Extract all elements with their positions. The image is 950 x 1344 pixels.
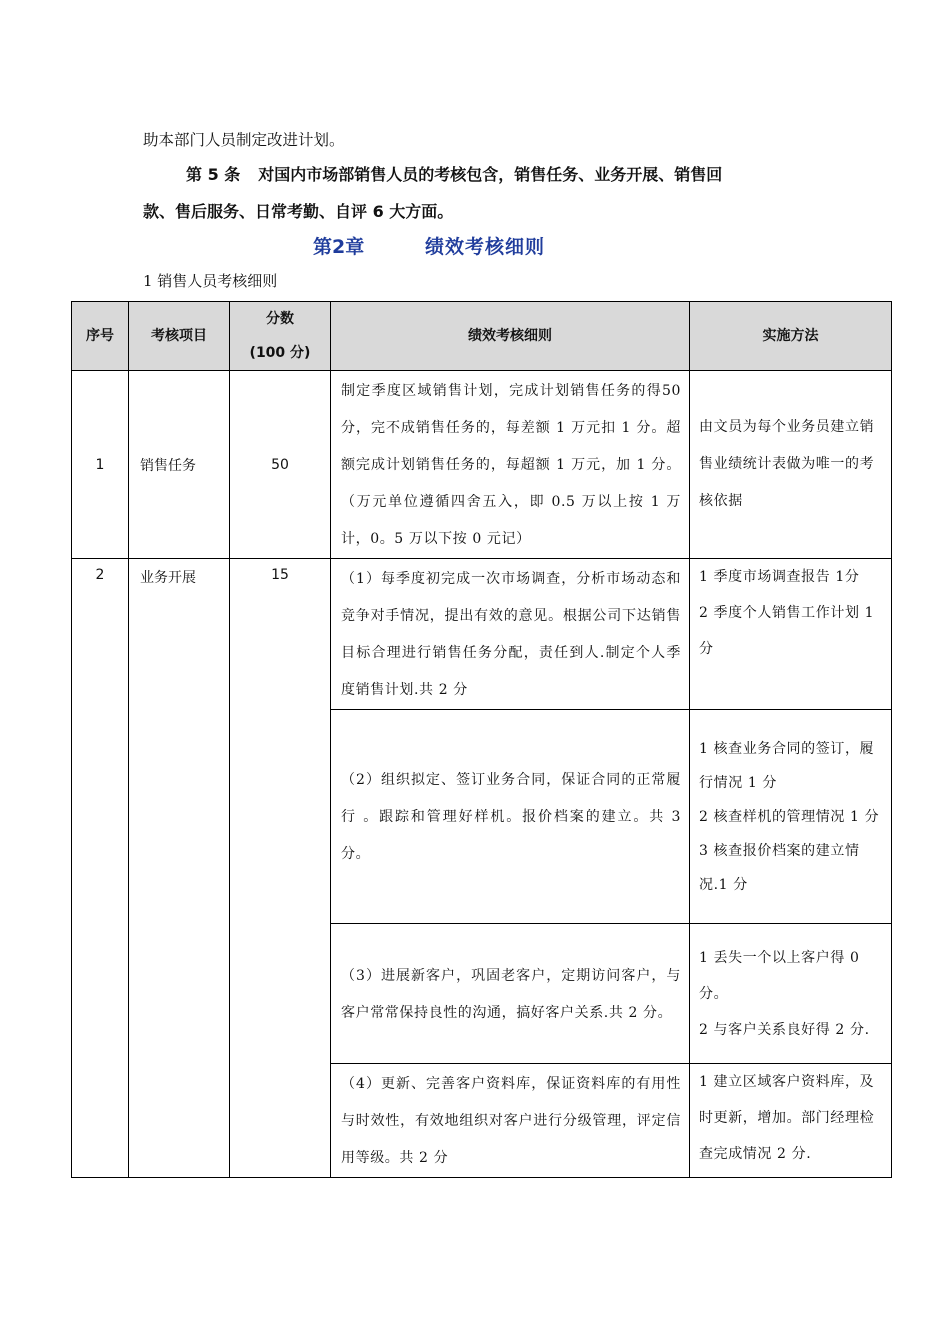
- chapter-number: 第2章: [313, 236, 365, 258]
- chapter-title: 绩效考核细则: [425, 236, 546, 258]
- header-method: 实施方法: [690, 302, 892, 371]
- article-5-line1: [186, 162, 722, 185]
- row1-seq: 1: [72, 371, 129, 559]
- row2-method-2: 1 核查业务合同的签订，履行情况 1 分 2 核查样机的管理情况 1 分 3 核查报价档案的建立情况.1 分: [690, 710, 892, 924]
- header-item: 考核项目: [129, 302, 230, 371]
- header-score: [230, 302, 331, 371]
- header-score-line2: (100 分): [249, 345, 311, 361]
- table-row: [72, 559, 892, 710]
- intro-line: 助本部门人员制定改进计划。: [143, 131, 345, 149]
- assessment-table: [71, 301, 892, 1178]
- row2-detail-4: （4）更新、完善客户资料库，保证资料库的有用性与时效性，有效地组织对客户进行分级管理，评定信用等级。共 2 分: [331, 1064, 690, 1178]
- section-subtitle: 1 销售人员考核细则: [143, 272, 278, 290]
- row1-method: 由文员为每个业务员建立销售业绩统计表做为唯一的考核依据: [690, 371, 892, 559]
- header-seq: 序号: [72, 302, 129, 371]
- row1-item: 销售任务: [129, 371, 230, 559]
- header-score-line1: 分数: [266, 311, 294, 327]
- table-header-row: [72, 302, 892, 371]
- row2-seq: 2: [72, 559, 129, 1178]
- row1-detail: 制定季度区域销售计划，完成计划销售任务的得50分，完不成销售任务的，每差额 1 万元扣 1 分。超额完成计划销售任务的，每超额 1 万元，加 1 分。（万元单位遵循四舍五入，即 0.5 万以上按 1 万计，0。5 万以下按 0 元记）: [331, 371, 690, 559]
- article-5-line2: 款、售后服务、日常考勤、自评 6 大方面。: [143, 202, 454, 221]
- article-text-1: 对国内市场部销售人员的考核包含，销售任务、业务开展、销售回: [258, 165, 723, 184]
- row1-score: 50: [230, 371, 331, 559]
- row2-score: 15: [230, 559, 331, 1178]
- row2-item: 业务开展: [129, 559, 230, 1178]
- header-detail: 绩效考核细则: [331, 302, 690, 371]
- row2-method-4: 1 建立区域客户资料库，及时更新，增加。部门经理检查完成情况 2 分.: [690, 1064, 892, 1178]
- row2-detail-3: （3）进展新客户，巩固老客户，定期访问客户，与客户常常保持良性的沟通，搞好客户关系.共 2 分。: [331, 924, 690, 1064]
- table-row: [72, 371, 892, 559]
- row2-detail-2: （2）组织拟定、签订业务合同，保证合同的正常履行 。跟踪和管理好样机。报价档案的建立。共 3 分。: [331, 710, 690, 924]
- row2-method-3: 1 丢失一个以上客户得 0 分。 2 与客户关系良好得 2 分.: [690, 924, 892, 1064]
- row2-detail-1: （1）每季度初完成一次市场调查，分析市场动态和竞争对手情况，提出有效的意见。根据公司下达销售目标合理进行销售任务分配，责任到人.制定个人季度销售计划.共 2 分: [331, 559, 690, 710]
- article-label: 第 5 条: [186, 165, 241, 184]
- row2-method-1: 1 季度市场调查报告 1分 2 季度个人销售工作计划 1分: [690, 559, 892, 710]
